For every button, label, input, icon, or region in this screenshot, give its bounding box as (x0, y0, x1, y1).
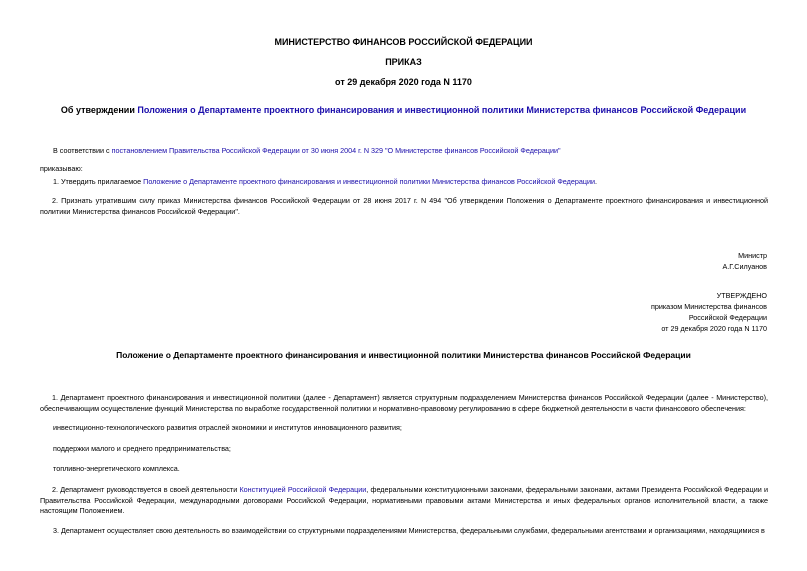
preamble (53, 146, 561, 156)
paragraph-1: 1. Департамент проектного финансирования и инвестиционной политики (далее - Департамент) является структурным подразделением Министерства финансов Российской Федерации (далее - Министерство), обеспечивающим осуществление функций Министерства по выработке государственной политики и нормативно-правовому регулированию в сфере бюджетной деятельности в части финансового обеспечения: (40, 393, 768, 413)
order-title-prefix: Об утверждении (60, 105, 138, 115)
item-1-suffix: . (594, 177, 597, 186)
approved-line-2: Российской Федерации (688, 313, 767, 322)
paragraph-3: 3. Департамент осуществляет свою деятельность во взаимодействии со структурными подразделениями Министерства, федеральными службами, федеральными агентствами и организациями, находящимися в (53, 526, 765, 535)
list-item: топливно-энергетического комплекса. (53, 464, 180, 473)
constitution-link[interactable]: Конституцией Российской Федерации (239, 485, 367, 494)
order-title-link[interactable]: Положения о Департаменте проектного финансирования и инвестиционной политики Министерства финансов Российской Федерации (137, 105, 747, 115)
signature-position: Министр (738, 251, 767, 260)
approved-label: УТВЕРЖДЕНО (716, 291, 767, 300)
regulation-title: Положение о Департаменте проектного финансирования и инвестиционной политики Министерства финансов Российской Федерации (116, 350, 691, 360)
approved-line-1: приказом Министерства финансов (650, 302, 767, 311)
preamble-prefix: В соответствии с (53, 146, 112, 155)
order-title (0, 105, 807, 116)
list-item: инвестиционно-технологического развития отраслей экономики и институтов инновационного развития; (53, 423, 402, 432)
paragraph-2-suffix: , федеральными конституционными законами, федеральными законами, актами Президента Российской Федерации и Правительства Российской Федерации, международными договорами Российской Федерации, нормативными правовыми актами Министерства и иных федеральных органов исполнительной власти, а также настоящим Положением. (40, 485, 768, 515)
doc-type-heading: ПРИКАЗ (385, 57, 422, 67)
preamble-link[interactable]: постановлением Правительства Российской Федерации от 30 июня 2004 г. N 329 "О Министерстве финансов Российской Федерации" (111, 146, 561, 155)
order-word: приказываю: (40, 164, 83, 173)
list-item: поддержки малого и среднего предпринимательства; (53, 444, 231, 453)
paragraph-2-prefix: 2. Департамент руководствуется в своей деятельности (52, 485, 240, 494)
paragraph-2 (40, 485, 768, 517)
ministry-heading: МИНИСТЕРСТВО ФИНАНСОВ РОССИЙСКОЙ ФЕДЕРАЦИИ (274, 37, 533, 47)
item-1-link[interactable]: Положение о Департаменте проектного финансирования и инвестиционной политики Министерства финансов Российской Федерации (143, 177, 595, 186)
date-number-heading: от 29 декабря 2020 года N 1170 (335, 77, 472, 87)
approved-line-3: от 29 декабря 2020 года N 1170 (661, 324, 767, 333)
item-2: 2. Признать утратившим силу приказ Министерства финансов Российской Федерации от 28 июня 2017 г. N 494 "Об утверждении Положения о Департаменте проектного финансирования и инвестиционной политики Министерства финансов Российской Федерации". (40, 196, 768, 216)
item-1-prefix: 1. Утвердить прилагаемое (53, 177, 144, 186)
signature-name: А.Г.Силуанов (722, 262, 767, 271)
item-1 (53, 177, 597, 187)
